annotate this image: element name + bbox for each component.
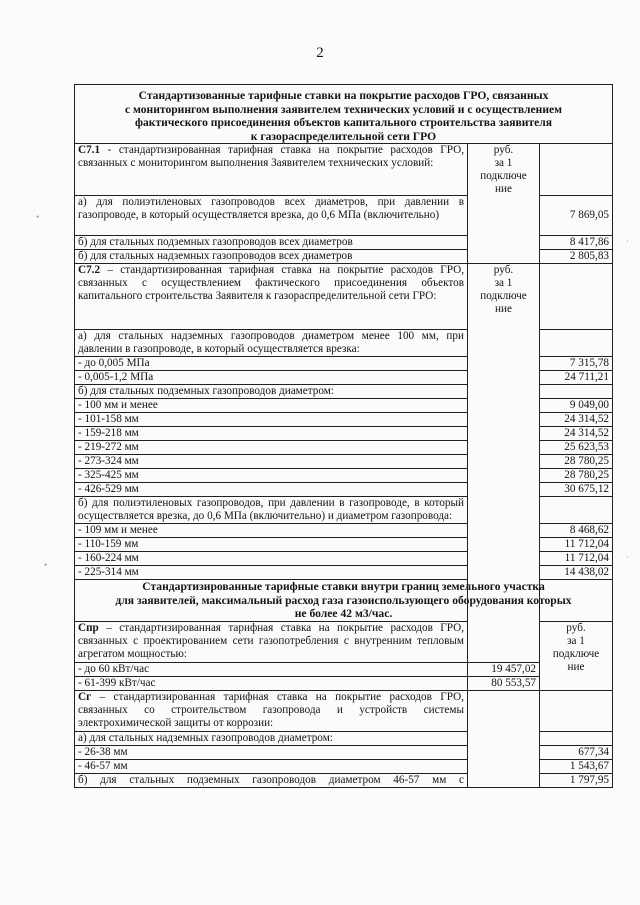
tariff-table — [74, 84, 613, 788]
table-row — [75, 144, 613, 196]
row-label: - 110-159 мм — [75, 538, 468, 552]
unit-cell-sg — [468, 690, 540, 787]
row-value: 11 712,04 — [540, 552, 613, 566]
tariff-c71-description: С7.1 - стандартизированная тарифная ставка на покрытие расходов ГРО, связанных с мониторингом выполнения Заявителем технических условий: — [75, 144, 468, 196]
unit-cell-spr: руб. за 1 подключе ние — [540, 621, 613, 690]
unit-cell-c71: руб. за 1 подключе ние — [468, 144, 540, 264]
tariff-spr-description: Спр – стандартизированная тарифная ставка на покрытие расходов ГРО, связанных с проектированием сети газопотребления с внутренним тепловым агрегатом мощностью: — [75, 621, 468, 662]
page-number: 2 — [316, 45, 324, 61]
row-label: б) для стальных подземных газопроводов диаметром 46-57 мм с — [75, 773, 468, 787]
row-value: 80 553,57 — [468, 676, 540, 690]
row-label: - 109 мм и менее — [75, 524, 468, 538]
row-value: 1 543,67 — [540, 759, 613, 773]
row-value: 28 780,25 — [540, 455, 613, 469]
row-value: 24 314,52 — [540, 413, 613, 427]
row-label: а) для стальных надземных газопроводов диаметром менее 100 мм, при давлении в газопроводе, в который осуществляется врезка: — [75, 330, 468, 357]
row-label: - 100 мм и менее — [75, 399, 468, 413]
unit-cell-c72: руб. за 1 подключе ние — [468, 264, 540, 663]
row-label: - 26-38 мм — [75, 745, 468, 759]
row-value: 30 675,12 — [540, 483, 613, 497]
row-label: а) для полиэтиленовых газопроводов всех диаметров, при давлении в газопроводе, в который осуществляется врезка, до 0,6 МПа (включительно) — [75, 196, 468, 236]
row-label: б) для стальных подземных газопроводов всех диаметров — [75, 236, 468, 250]
row-label: а) для стальных надземных газопроводов диаметром: — [75, 731, 468, 745]
row-value: 1 797,95 — [540, 773, 613, 787]
row-value: 8 417,86 — [540, 236, 613, 250]
row-label: - 273-324 мм — [75, 455, 468, 469]
section-heading-land-plot: Стандартизированные тарифные ставки внутри границ земельного участка для заявителей, максимальный расход газа газоиспользующего оборудования которых не более 42 м3/час. — [75, 580, 613, 622]
row-label: - 219-272 мм — [75, 441, 468, 455]
row-value: 7 315,78 — [540, 357, 613, 371]
row-label: - 325-425 мм — [75, 469, 468, 483]
row-label: б) для полиэтиленовых газопроводов, при давлении в газопроводе, в который осуществляется врезка, до 0,6 МПа (включительно) и диаметром газопровода: — [75, 497, 468, 524]
scan-artifact-right-bottom: · — [626, 552, 629, 562]
row-value: 8 468,62 — [540, 524, 613, 538]
row-label: - до 60 кВт/час — [75, 662, 468, 676]
row-value: 28 780,25 — [540, 469, 613, 483]
row-label: - 61-399 кВт/час — [75, 676, 468, 690]
row-value: 14 438,02 — [540, 566, 613, 580]
row-value: 11 712,04 — [540, 538, 613, 552]
section-heading-row — [75, 85, 613, 144]
row-value: 677,34 — [540, 745, 613, 759]
row-label: - 46-57 мм — [75, 759, 468, 773]
scan-artifact-right-top: · — [626, 236, 629, 246]
row-label: - 426-529 мм — [75, 483, 468, 497]
row-value: 7 869,05 — [540, 196, 613, 236]
scan-artifact-left-bottom: • — [44, 560, 48, 570]
table-row — [75, 690, 613, 731]
row-value: 24 711,21 — [540, 371, 613, 385]
row-label: - 160-224 мм — [75, 552, 468, 566]
tariff-c72-description: С7.2 – стандартизированная тарифная ставка на покрытие расходов ГРО, связанных с осуществлением фактического присоединения объектов капитального строительства Заявителя к газораспределительной сети ГРО: — [75, 264, 468, 330]
row-value: 24 314,52 — [540, 427, 613, 441]
row-label: - 101-158 мм — [75, 413, 468, 427]
row-value: 9 049,00 — [540, 399, 613, 413]
row-value: 19 457,02 — [468, 662, 540, 676]
row-value: 25 623,53 — [540, 441, 613, 455]
row-label: б) для стальных подземных газопроводов диаметром: — [75, 385, 468, 399]
section-heading-row — [75, 580, 613, 622]
row-label: б) для стальных надземных газопроводов всех диаметров — [75, 250, 468, 264]
tariff-sg-description: Сг – стандартизированная тарифная ставка на покрытие расходов ГРО, связанных со строительством газопровода и устройств системы электрохимической защиты от коррозии: — [75, 690, 468, 731]
table-row — [75, 264, 613, 330]
table-row — [75, 662, 613, 676]
table-row — [75, 676, 613, 690]
section-heading-monitoring: Стандартизованные тарифные ставки на покрытие расходов ГРО, связанных с мониторингом выполнения заявителем технических условий и с осуществлением фактического присоединения объектов капитального строительства заявителя к газораспределительной сети ГРО — [75, 85, 613, 144]
row-label: - до 0,005 МПа — [75, 357, 468, 371]
row-label: - 0,005-1,2 МПа — [75, 371, 468, 385]
scan-artifact-left-top: • — [36, 212, 40, 222]
row-label: - 159-218 мм — [75, 427, 468, 441]
row-value: 2 805,83 — [540, 250, 613, 264]
row-label: - 225-314 мм — [75, 566, 468, 580]
